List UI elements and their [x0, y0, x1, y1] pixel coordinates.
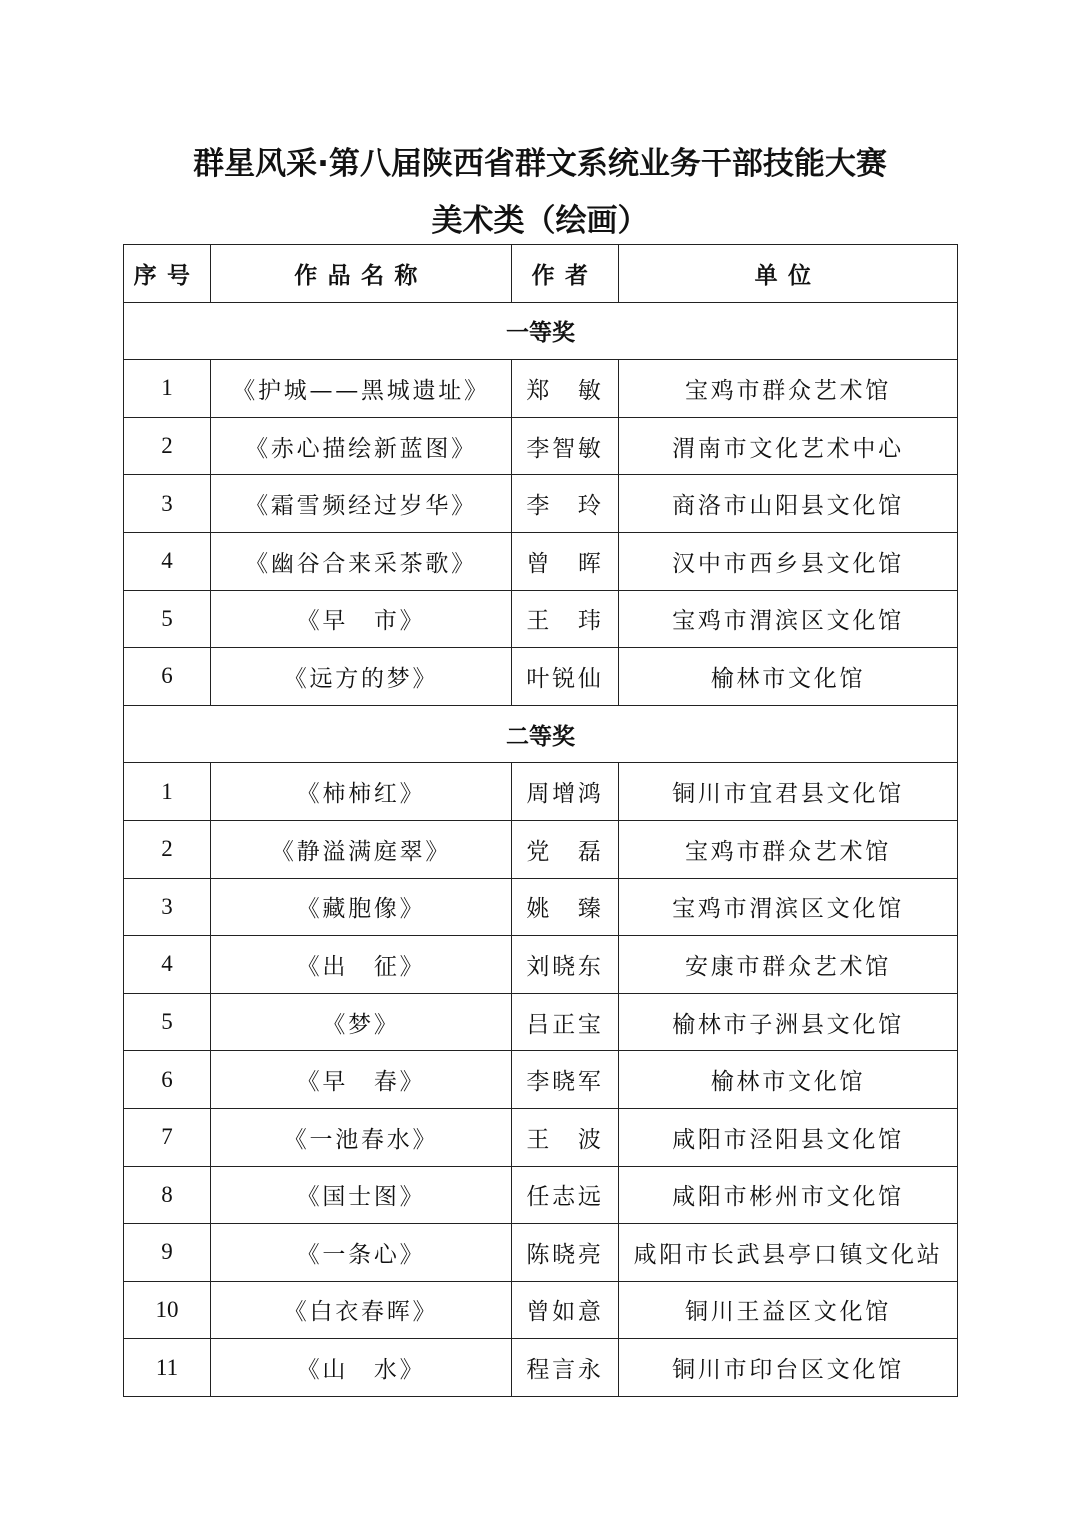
row-unit: 商洛市山阳县文化馆	[619, 475, 958, 533]
row-unit: 榆林市文化馆	[619, 648, 958, 706]
table-row	[124, 417, 958, 475]
row-seq: 3	[124, 878, 211, 936]
row-seq: 11	[124, 1339, 211, 1397]
row-work-title: 《远方的梦》	[211, 648, 512, 706]
table-row	[124, 475, 958, 533]
table-row	[124, 1051, 958, 1109]
row-author: 曾如意	[512, 1281, 619, 1339]
row-unit: 宝鸡市渭滨区文化馆	[619, 590, 958, 648]
row-author: 曾 晖	[512, 532, 619, 590]
row-work-title: 《出 征》	[211, 936, 512, 994]
row-work-title: 《霜雪频经过岁华》	[211, 475, 512, 533]
row-unit: 咸阳市泾阳县文化馆	[619, 1108, 958, 1166]
header-seq: 序号	[124, 245, 211, 303]
header-work: 作品名称	[211, 245, 512, 303]
row-author: 王 玮	[512, 590, 619, 648]
row-author: 叶锐仙	[512, 648, 619, 706]
table-row	[124, 590, 958, 648]
table-row	[124, 532, 958, 590]
row-seq: 8	[124, 1166, 211, 1224]
table-row	[124, 1108, 958, 1166]
table-body	[124, 302, 958, 1396]
row-seq: 4	[124, 532, 211, 590]
table-row	[124, 1339, 958, 1397]
row-seq: 5	[124, 993, 211, 1051]
row-work-title: 《国士图》	[211, 1166, 512, 1224]
row-work-title: 《藏胞像》	[211, 878, 512, 936]
awards-table	[123, 244, 958, 1397]
row-author: 郑 敏	[512, 360, 619, 418]
row-author: 李晓军	[512, 1051, 619, 1109]
row-author: 李 玲	[512, 475, 619, 533]
row-unit: 宝鸡市群众艺术馆	[619, 820, 958, 878]
row-unit: 铜川王益区文化馆	[619, 1281, 958, 1339]
document-subtitle: 美术类（绘画）	[431, 203, 649, 239]
header-author: 作者	[512, 245, 619, 303]
header-unit: 单位	[619, 245, 958, 303]
row-author: 周增鸿	[512, 763, 619, 821]
row-seq: 2	[124, 820, 211, 878]
row-author: 程言永	[512, 1339, 619, 1397]
row-work-title: 《赤心描绘新蓝图》	[211, 417, 512, 475]
row-seq: 6	[124, 1051, 211, 1109]
row-work-title: 《一池春水》	[211, 1108, 512, 1166]
row-seq: 1	[124, 360, 211, 418]
row-seq: 6	[124, 648, 211, 706]
row-seq: 1	[124, 763, 211, 821]
row-author: 党 磊	[512, 820, 619, 878]
table-row	[124, 1224, 958, 1282]
row-work-title: 《柿柿红》	[211, 763, 512, 821]
table-row	[124, 648, 958, 706]
row-unit: 榆林市文化馆	[619, 1051, 958, 1109]
document-title: 群星风采·第八届陕西省群文系统业务干部技能大赛	[193, 146, 887, 182]
row-unit: 榆林市子洲县文化馆	[619, 993, 958, 1051]
row-work-title: 《早 春》	[211, 1051, 512, 1109]
row-seq: 5	[124, 590, 211, 648]
row-unit: 汉中市西乡县文化馆	[619, 532, 958, 590]
table-row	[124, 936, 958, 994]
table-row	[124, 993, 958, 1051]
row-unit: 宝鸡市群众艺术馆	[619, 360, 958, 418]
row-unit: 咸阳市长武县亭口镇文化站	[619, 1224, 958, 1282]
row-work-title: 《幽谷合来采茶歌》	[211, 532, 512, 590]
row-work-title: 《早 市》	[211, 590, 512, 648]
row-seq: 7	[124, 1108, 211, 1166]
section-title: 二等奖	[124, 705, 958, 763]
row-unit: 铜川市印台区文化馆	[619, 1339, 958, 1397]
row-seq: 2	[124, 417, 211, 475]
row-seq: 3	[124, 475, 211, 533]
row-work-title: 《山 水》	[211, 1339, 512, 1397]
row-seq: 9	[124, 1224, 211, 1282]
row-seq: 10	[124, 1281, 211, 1339]
table-row	[124, 820, 958, 878]
row-author: 李智敏	[512, 417, 619, 475]
row-work-title: 《白衣春晖》	[211, 1281, 512, 1339]
row-work-title: 《一条心》	[211, 1224, 512, 1282]
row-work-title: 《梦》	[211, 993, 512, 1051]
row-author: 任志远	[512, 1166, 619, 1224]
row-seq: 4	[124, 936, 211, 994]
row-unit: 铜川市宜君县文化馆	[619, 763, 958, 821]
row-work-title: 《护城——黑城遗址》	[211, 360, 512, 418]
row-author: 陈晓亮	[512, 1224, 619, 1282]
row-unit: 安康市群众艺术馆	[619, 936, 958, 994]
table-row	[124, 878, 958, 936]
section-title: 一等奖	[124, 302, 958, 360]
table-row	[124, 360, 958, 418]
row-author: 刘晓东	[512, 936, 619, 994]
row-unit: 渭南市文化艺术中心	[619, 417, 958, 475]
row-author: 吕正宝	[512, 993, 619, 1051]
row-work-title: 《静溢满庭翠》	[211, 820, 512, 878]
row-author: 姚 臻	[512, 878, 619, 936]
row-author: 王 波	[512, 1108, 619, 1166]
table-row	[124, 763, 958, 821]
row-unit: 宝鸡市渭滨区文化馆	[619, 878, 958, 936]
section-row	[124, 302, 958, 360]
table-row	[124, 1281, 958, 1339]
row-unit: 咸阳市彬州市文化馆	[619, 1166, 958, 1224]
table-header-row	[124, 245, 958, 303]
table-row	[124, 1166, 958, 1224]
section-row	[124, 705, 958, 763]
